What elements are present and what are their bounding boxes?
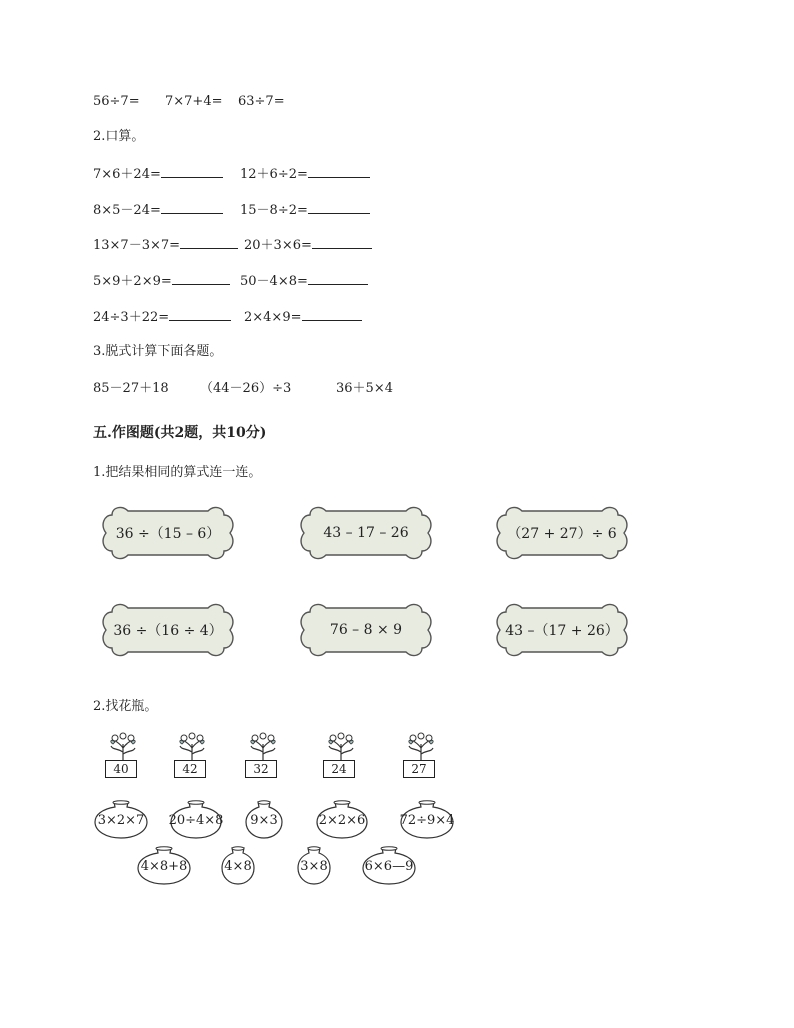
vase-expression: 6×6—9 <box>364 858 414 874</box>
vase-expression: 3×8 <box>300 858 328 874</box>
bone-expression: 36 ÷（15 – 6） <box>115 526 221 542</box>
bone-card[interactable] <box>492 505 632 561</box>
q3-item-1: 85－27＋18 <box>93 381 169 396</box>
vase-expression: 9×3 <box>250 812 278 828</box>
vase-expression: 2×2×6 <box>318 812 366 828</box>
flower-pot[interactable] <box>104 730 142 780</box>
vase-expression: 3×2×7 <box>97 812 145 828</box>
s5-q2-title: 2.找花瓶。 <box>93 699 158 714</box>
q3-title: 3.脱式计算下面各题。 <box>93 344 223 359</box>
vase-expression: 4×8+8 <box>140 858 188 874</box>
bone-card[interactable] <box>296 505 436 561</box>
vase[interactable] <box>168 800 224 840</box>
q2-row3-b: 20＋3×6= <box>244 235 372 255</box>
vase-expression: 72÷9×4 <box>399 812 455 828</box>
bone-expression: 43 –（17 + 26） <box>505 623 619 639</box>
flower-pot[interactable] <box>173 730 211 780</box>
bone-expression: 36 ÷（16 ÷ 4） <box>113 623 223 639</box>
vase[interactable] <box>360 846 418 886</box>
q2-title: 2.口算。 <box>93 129 145 144</box>
flower-number: 24 <box>323 760 355 778</box>
section5-title: 五.作图题(共2题，共10分) <box>93 425 267 441</box>
q2-row5-b: 2×4×9= <box>244 307 362 327</box>
bone-expression: （27 + 27）÷ 6 <box>507 526 617 542</box>
q2-row4-b: 50－4×8= <box>240 271 368 291</box>
flower-icon <box>405 730 437 762</box>
bone-card[interactable] <box>98 602 238 658</box>
vase[interactable] <box>398 800 456 840</box>
bone-expression: 43 – 17 – 26 <box>323 525 409 541</box>
flower-number: 27 <box>403 760 435 778</box>
flower-number: 32 <box>245 760 277 778</box>
bone-card[interactable] <box>296 602 436 658</box>
flower-icon <box>176 730 208 762</box>
q2-row4-a: 5×9＋2×9= <box>93 271 230 291</box>
flower-pot[interactable] <box>322 730 360 780</box>
arith-56-div-7: 56÷7= <box>93 94 140 109</box>
vase[interactable] <box>244 800 284 840</box>
vase[interactable] <box>135 846 193 886</box>
vase-expression: 4×8 <box>224 858 252 874</box>
q2-row1-b: 12＋6÷2= <box>240 164 370 184</box>
q2-row2-a: 8×5－24= <box>93 200 223 220</box>
flower-pot[interactable] <box>402 730 440 780</box>
q2-row3-a: 13×7－3×7= <box>93 235 238 255</box>
q2-row1-a: 7×6＋24= <box>93 164 223 184</box>
q3-item-2: （44－26）÷3 <box>200 381 292 396</box>
bone-expression: 76 – 8 × 9 <box>329 622 403 638</box>
flower-number: 42 <box>174 760 206 778</box>
s5-q1-title: 1.把结果相同的算式连一连。 <box>93 465 262 480</box>
bone-card[interactable] <box>98 505 238 561</box>
vase[interactable] <box>296 846 332 886</box>
vase[interactable] <box>92 800 150 840</box>
q2-row5-a: 24÷3＋22= <box>93 307 231 327</box>
vase[interactable] <box>220 846 256 886</box>
flower-number: 40 <box>105 760 137 778</box>
q2-row2-b: 15－8÷2= <box>240 200 370 220</box>
bone-card[interactable] <box>492 602 632 658</box>
flower-pot[interactable] <box>244 730 282 780</box>
vase-expression: 20÷4×8 <box>168 812 224 828</box>
flower-icon <box>325 730 357 762</box>
flower-icon <box>107 730 139 762</box>
arith-7x7-plus-4: 7×7+4= <box>165 94 223 109</box>
q3-item-3: 36＋5×4 <box>336 381 393 396</box>
flower-icon <box>247 730 279 762</box>
vase[interactable] <box>314 800 370 840</box>
arith-63-div-7: 63÷7= <box>238 94 285 109</box>
